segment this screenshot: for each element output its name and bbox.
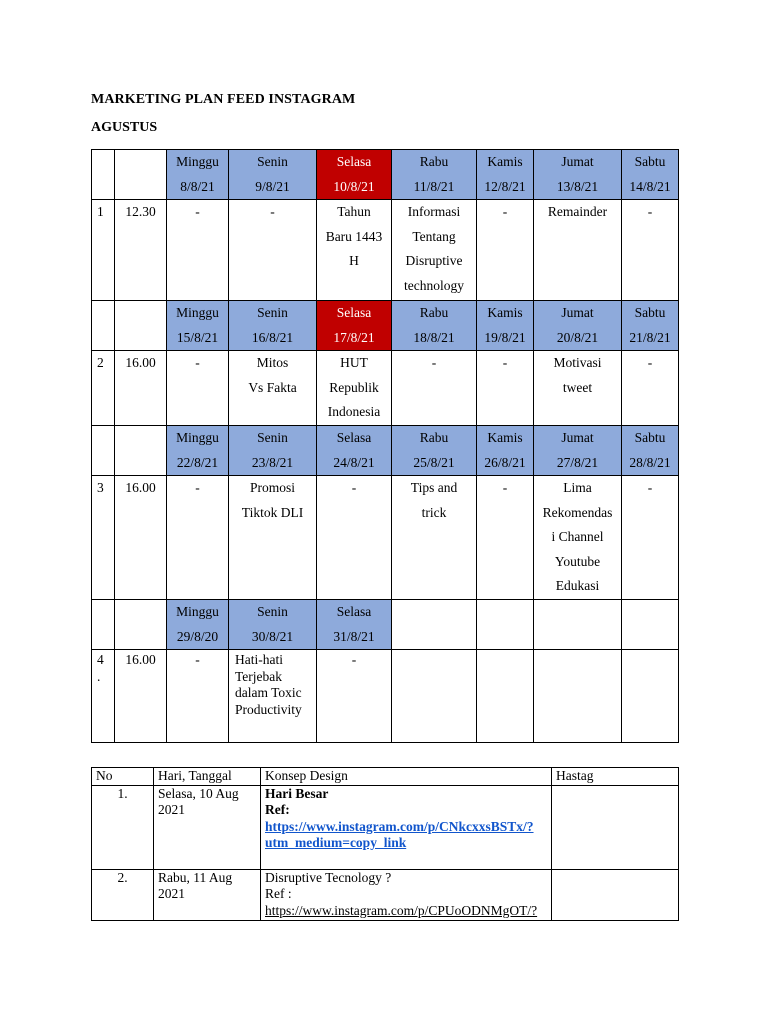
content-cell: Mitos Vs Fakta [229, 351, 317, 426]
content-cell: Remainder [534, 200, 622, 301]
date-cell: Selasa, 10 Aug 2021 [154, 785, 261, 869]
day-header: Jumat 13/8/21 [534, 150, 622, 200]
content-row [92, 200, 679, 301]
page-title: MARKETING PLAN FEED INSTAGRAM [91, 92, 356, 107]
content-cell: Informasi Tentang Disruptive technology [392, 200, 477, 301]
content-cell: - [167, 200, 229, 301]
content-cell: - [622, 476, 679, 600]
concept-table [91, 767, 679, 921]
col-header: Hastag [552, 768, 679, 786]
col-header: Konsep Design [261, 768, 552, 786]
content-cell: - [317, 650, 392, 743]
day-header: Rabu 25/8/21 [392, 426, 477, 476]
row-number: 1 [92, 200, 115, 301]
day-header: Jumat 20/8/21 [534, 301, 622, 351]
date-cell: Rabu, 11 Aug 2021 [154, 869, 261, 920]
day-header: Kamis 19/8/21 [477, 301, 534, 351]
content-row [92, 351, 679, 426]
content-cell: - [477, 200, 534, 301]
week-header-row [92, 301, 679, 351]
day-header: Rabu 11/8/21 [392, 150, 477, 200]
reference-link[interactable]: https://www.instagram.com/p/CPUoODNMgOT/? [265, 902, 538, 918]
day-header: Senin 9/8/21 [229, 150, 317, 200]
day-header: Minggu 8/8/21 [167, 150, 229, 200]
content-cell: - [167, 650, 229, 743]
post-time: 16.00 [115, 650, 167, 743]
post-time: 12.30 [115, 200, 167, 301]
day-header: Sabtu 21/8/21 [622, 301, 679, 351]
content-row [92, 650, 679, 743]
day-header: Senin 23/8/21 [229, 426, 317, 476]
hashtag-cell [552, 785, 679, 869]
row-number: 3 [92, 476, 115, 600]
day-header: Kamis 12/8/21 [477, 150, 534, 200]
content-cell: - [317, 476, 392, 600]
holiday-header: Selasa 10/8/21 [317, 150, 392, 200]
day-header: Jumat 27/8/21 [534, 426, 622, 476]
concept-row [92, 869, 679, 920]
month-heading: AGUSTUS [91, 120, 158, 135]
day-header: Selasa 24/8/21 [317, 426, 392, 476]
concept-cell [261, 869, 552, 920]
week-header-row [92, 600, 679, 650]
hashtag-cell [552, 869, 679, 920]
content-cell: Tips and trick [392, 476, 477, 600]
row-number: 4 . [92, 650, 115, 743]
day-header: Sabtu 14/8/21 [622, 150, 679, 200]
day-header: Rabu 18/8/21 [392, 301, 477, 351]
content-cell: - [622, 200, 679, 301]
reference-link[interactable]: https://www.instagram.com/p/CNkcxxsBSTx/? utm_medium=copy_link [265, 818, 534, 850]
ref-label: Ref: [265, 802, 290, 817]
content-cell: Motivasi tweet [534, 351, 622, 426]
row-number: 1. [92, 785, 154, 869]
content-cell: Tahun Baru 1443 H [317, 200, 392, 301]
content-cell: - [477, 476, 534, 600]
day-header: Minggu 15/8/21 [167, 301, 229, 351]
concept-title: Disruptive Tecnology ? [265, 869, 392, 885]
col-header: Hari, Tanggal [154, 768, 261, 786]
day-header: Sabtu 28/8/21 [622, 426, 679, 476]
content-cell: - [477, 351, 534, 426]
day-header: Kamis 26/8/21 [477, 426, 534, 476]
post-time: 16.00 [115, 351, 167, 426]
week-header-row [92, 426, 679, 476]
content-cell: - [622, 351, 679, 426]
content-cell: - [167, 351, 229, 426]
content-row [92, 476, 679, 600]
concept-cell [261, 785, 552, 869]
concept-row [92, 785, 679, 869]
row-number: 2. [92, 869, 154, 920]
concept-title: Hari Besar [265, 785, 329, 801]
content-cell: - [229, 200, 317, 301]
content-cell: HUT Republik Indonesia [317, 351, 392, 426]
ref-label: Ref : [265, 886, 292, 901]
row-number: 2 [92, 351, 115, 426]
schedule-table [91, 149, 679, 743]
post-time: 16.00 [115, 476, 167, 600]
content-cell: Lima Rekomendas i Channel Youtube Edukasi [534, 476, 622, 600]
content-cell: - [167, 476, 229, 600]
concept-header-row [92, 768, 679, 786]
day-header: Senin 30/8/21 [229, 600, 317, 650]
content-cell: Hati-hati Terjebak dalam Toxic Productivity [229, 650, 317, 743]
col-header: No [92, 768, 154, 786]
day-header: Senin 16/8/21 [229, 301, 317, 351]
week-header-row [92, 150, 679, 200]
content-cell: - [392, 351, 477, 426]
day-header: Minggu 22/8/21 [167, 426, 229, 476]
day-header: Selasa 31/8/21 [317, 600, 392, 650]
content-cell: Promosi Tiktok DLI [229, 476, 317, 600]
holiday-header: Selasa 17/8/21 [317, 301, 392, 351]
day-header: Minggu 29/8/20 [167, 600, 229, 650]
